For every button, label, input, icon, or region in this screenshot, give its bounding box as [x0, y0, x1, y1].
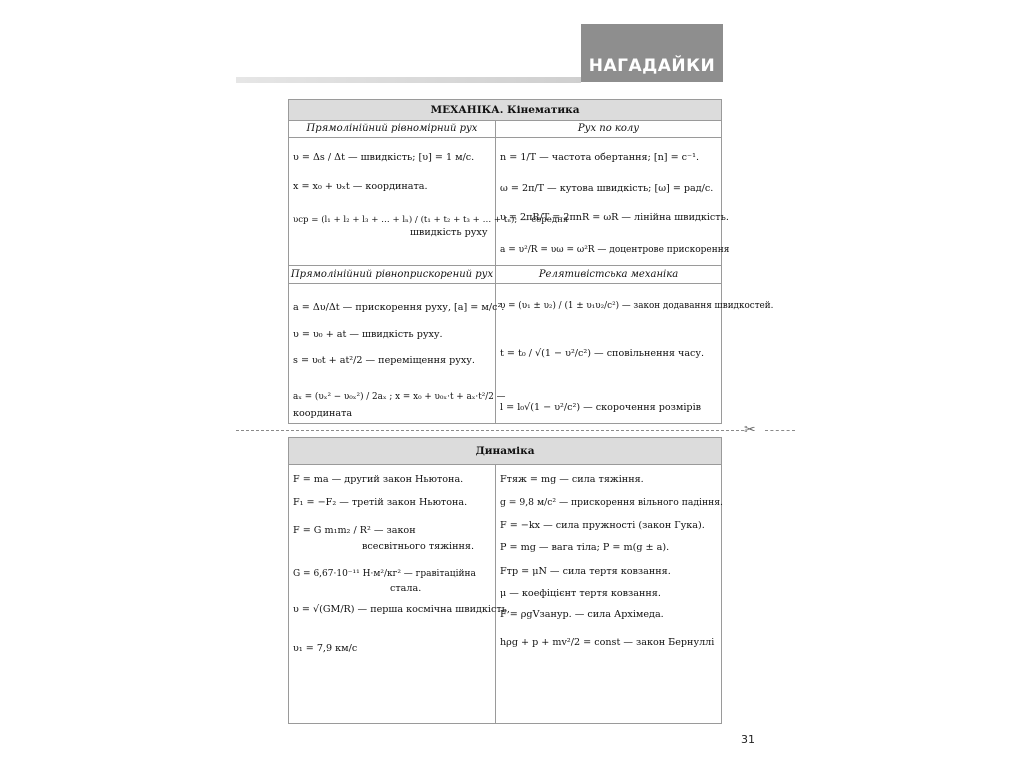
formula-line: F₁ = −F₂ — третій закон Ньютона. [293, 497, 468, 508]
section-tab-label: НАГАДАЙКИ [588, 56, 716, 76]
col-uniform-title: Прямолінійний рівномірний рух [289, 120, 495, 138]
formula-line: n = 1/T — частота обертання; [n] = с⁻¹. [500, 152, 699, 163]
dynamics-divider [495, 464, 496, 723]
formula-line: υ = √(GM/R) — перша космічна швидкість, [293, 604, 510, 615]
formula-line: F = G m₁m₂ / R² — закон [293, 525, 416, 536]
formula-line: всесвітнього тяжіння. [362, 541, 474, 552]
formula-line: швидкість руху [410, 227, 488, 238]
formula-line: aₓ = (υₓ² − υ₀ₓ²) / 2aₓ ; x = x₀ + υ₀ₓ·t + aₓ·t²/2 — [293, 392, 506, 402]
kinematics-title: МЕХАНІКА. Кінематика [289, 100, 721, 121]
formula-line: υ = Δs / Δt — швидкість; [υ] = 1 м/с. [293, 152, 475, 163]
cut-line [236, 430, 744, 431]
formula-line: υ = (υ₁ ± υ₂) / (1 ± υ₁υ₂/c²) — закон додавання швидкостей. [500, 301, 774, 311]
formula-line: стала. [390, 583, 422, 594]
formula-line: l = l₀√(1 − υ²/c²) — скорочення розмірів [500, 402, 702, 413]
formula-line: координата [293, 408, 353, 419]
formula-line: F = −kx — сила пружності (закон Гука). [500, 520, 705, 531]
formula-line: μ — коефіцієнт тертя ковзання. [500, 588, 661, 599]
formula-line: a = Δυ/Δt — прискорення руху, [a] = м/с². [293, 302, 505, 313]
formula-line: P = mg — вага тіла; P = m(g ± a). [500, 542, 670, 553]
col-relativity-title: Релятивістська механіка [496, 266, 721, 284]
dynamics-title: Динаміка [289, 438, 721, 465]
header-rule [236, 77, 581, 83]
col-accel-title: Прямолінійний рівноприскорений рух [289, 266, 495, 284]
col-circle-title: Рух по колу [496, 120, 721, 138]
formula-line: Fтяж = mg — сила тяжіння. [500, 474, 644, 485]
formula-line: υ = 2πR/T = 2πnR = ωR — лінійна швидкість. [500, 212, 729, 223]
formula-line: υ = υ₀ + at — швидкість руху. [293, 329, 443, 340]
formula-line: a = υ²/R = υω = ω²R — доцентрове прискорення [500, 245, 730, 255]
cut-line-end [765, 430, 795, 431]
section-tab [581, 24, 723, 82]
formula-line: x = x₀ + υₓt — координата. [293, 181, 428, 192]
kinematics-table [288, 99, 722, 424]
page-number: 31 [741, 733, 755, 746]
formula-line: t = t₀ / √(1 − υ²/c²) — сповільнення часу. [500, 348, 705, 359]
scissors-icon: ✂ [744, 422, 756, 438]
formula-line: g = 9,8 м/с² — прискорення вільного падіння. [500, 497, 723, 508]
formula-line: F = ma — другий закон Ньютона. [293, 474, 464, 485]
formula-line: hρg + p + mv²/2 = const — закон Бернуллі [500, 637, 715, 648]
formula-line: υ₁ = 7,9 км/с [293, 643, 358, 654]
formula-line: F = ρgVзанур. — сила Архімеда. [500, 609, 664, 620]
formula-line: s = υ₀t + at²/2 — переміщення руху. [293, 355, 475, 366]
formula-line: Fтр = μN — сила тертя ковзання. [500, 566, 671, 577]
formula-line: ω = 2π/T — кутова швидкість; [ω] = рад/с. [500, 183, 714, 194]
formula-line: υср = (l₁ + l₂ + l₃ + … + lₙ) / (t₁ + t₂ + t₃ + … + tₙ); — середня [293, 215, 569, 225]
formula-line: G = 6,67·10⁻¹¹ Н·м²/кг² — гравітаційна [293, 569, 476, 579]
